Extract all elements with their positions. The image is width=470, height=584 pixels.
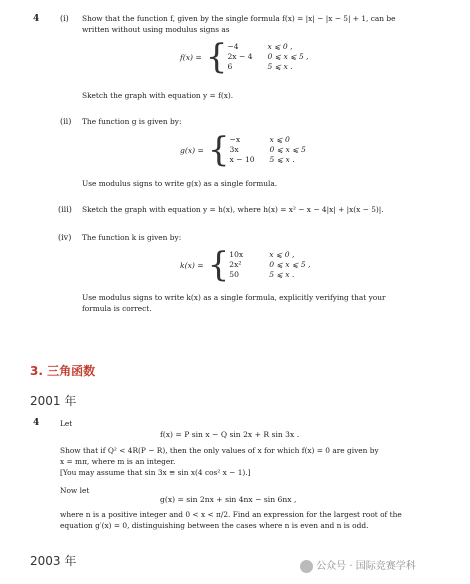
f-piecewise bbox=[180, 37, 327, 77]
part-ii-label: (ii) bbox=[60, 117, 72, 126]
watermark bbox=[300, 557, 416, 573]
case-cond: 0 ⩽ x ⩽ 5 , bbox=[267, 52, 309, 61]
section-heading: 3. 三角函数 bbox=[30, 364, 96, 378]
brace: { bbox=[207, 130, 230, 170]
show-text-1: Show that if Q² < 4R(P − R), then the only values of x for which f(x) = 0 are given by bbox=[60, 446, 379, 455]
case-expr: −4 bbox=[227, 42, 239, 51]
equation-g: g(x) = sin 2nx + sin 4nx − sin 6nx , bbox=[160, 495, 297, 504]
k-lhs: k(x) = bbox=[180, 260, 204, 270]
case-cond: x ⩽ 0 , bbox=[269, 250, 295, 259]
case-row bbox=[227, 52, 327, 62]
case-expr: 10x bbox=[229, 250, 244, 259]
case-row bbox=[230, 135, 330, 145]
year-2001-heading: 2001 年 bbox=[30, 394, 77, 408]
show-text-2: x = mπ, where m is an integer. bbox=[60, 457, 176, 466]
k-cases bbox=[229, 250, 329, 280]
case-cond: 5 ⩽ x . bbox=[269, 155, 295, 164]
part-iv-instruction-2: formula is correct. bbox=[82, 304, 152, 313]
case-row bbox=[229, 260, 329, 270]
case-cond: x ⩽ 0 bbox=[269, 135, 290, 144]
part-ii-instruction: Use modulus signs to write g(x) as a single formula. bbox=[82, 179, 278, 188]
case-row bbox=[229, 250, 329, 260]
now-let-text: Now let bbox=[60, 486, 90, 495]
case-cond: 5 ⩽ x . bbox=[269, 270, 295, 279]
part-iv-text: The function k is given by: bbox=[82, 233, 182, 242]
watermark-text: 公众号 · 国际竞赛学科 bbox=[316, 561, 416, 572]
assume-text: [You may assume that sin 3x ≡ sin x(4 cos² x − 1).] bbox=[60, 468, 251, 477]
question-number-2001: 4 bbox=[33, 418, 40, 428]
part-ii-text: The function g is given by: bbox=[82, 117, 182, 126]
part-iii-label: (iii) bbox=[58, 205, 72, 214]
f-cases bbox=[227, 42, 327, 72]
g-cases bbox=[230, 135, 330, 165]
case-row bbox=[227, 42, 327, 52]
case-cond: 0 ⩽ x ⩽ 5 bbox=[269, 145, 306, 154]
case-row bbox=[229, 270, 329, 280]
case-row bbox=[230, 145, 330, 155]
brace: { bbox=[205, 37, 228, 77]
part-i-text-2: written without using modulus signs as bbox=[82, 25, 230, 34]
part-i-text-1: Show that the function f, given by the single formula f(x) = |x| − |x − 5| + 1, can be bbox=[82, 14, 396, 23]
case-cond: x ⩽ 0 , bbox=[267, 42, 293, 51]
case-cond: 0 ⩽ x ⩽ 5 , bbox=[269, 260, 311, 269]
question-number: 4 bbox=[33, 14, 40, 24]
case-expr: 3x bbox=[229, 145, 239, 154]
case-row bbox=[230, 155, 330, 165]
case-expr: 6 bbox=[227, 62, 233, 71]
let-text: Let bbox=[60, 419, 73, 428]
g-piecewise bbox=[180, 130, 330, 170]
year-2003-heading: 2003 年 bbox=[30, 554, 77, 568]
part-iv-label: (iv) bbox=[58, 233, 72, 242]
part-iv-instruction-1: Use modulus signs to write k(x) as a single formula, explicitly verifying that your bbox=[82, 293, 386, 302]
case-expr: x − 10 bbox=[229, 155, 255, 164]
wechat-icon bbox=[300, 560, 313, 573]
case-expr: 2x − 4 bbox=[227, 52, 253, 61]
equation-f: f(x) = P sin x − Q sin 2x + R sin 3x . bbox=[160, 430, 300, 439]
k-piecewise bbox=[180, 245, 329, 285]
part-i-label: (i) bbox=[60, 14, 69, 23]
g-lhs: g(x) = bbox=[180, 145, 204, 155]
case-expr: −x bbox=[229, 135, 241, 144]
brace: { bbox=[207, 245, 230, 285]
where-text-2: equation g′(x) = 0, distinguishing between the cases where n is even and n is odd. bbox=[60, 521, 369, 530]
part-i-sketch: Sketch the graph with equation y = f(x). bbox=[82, 91, 234, 100]
case-expr: 2x² bbox=[229, 260, 242, 269]
case-row bbox=[227, 62, 327, 72]
part-iii-text: Sketch the graph with equation y = h(x), where h(x) = x² − x − 4|x| + |x(x − 5)|. bbox=[82, 205, 384, 214]
case-cond: 5 ⩽ x . bbox=[267, 62, 293, 71]
f-lhs: f(x) = bbox=[180, 52, 202, 62]
where-text-1: where n is a positive integer and 0 < x < π/2. Find an expression for the largest root of the bbox=[60, 510, 402, 519]
case-expr: 50 bbox=[229, 270, 239, 279]
